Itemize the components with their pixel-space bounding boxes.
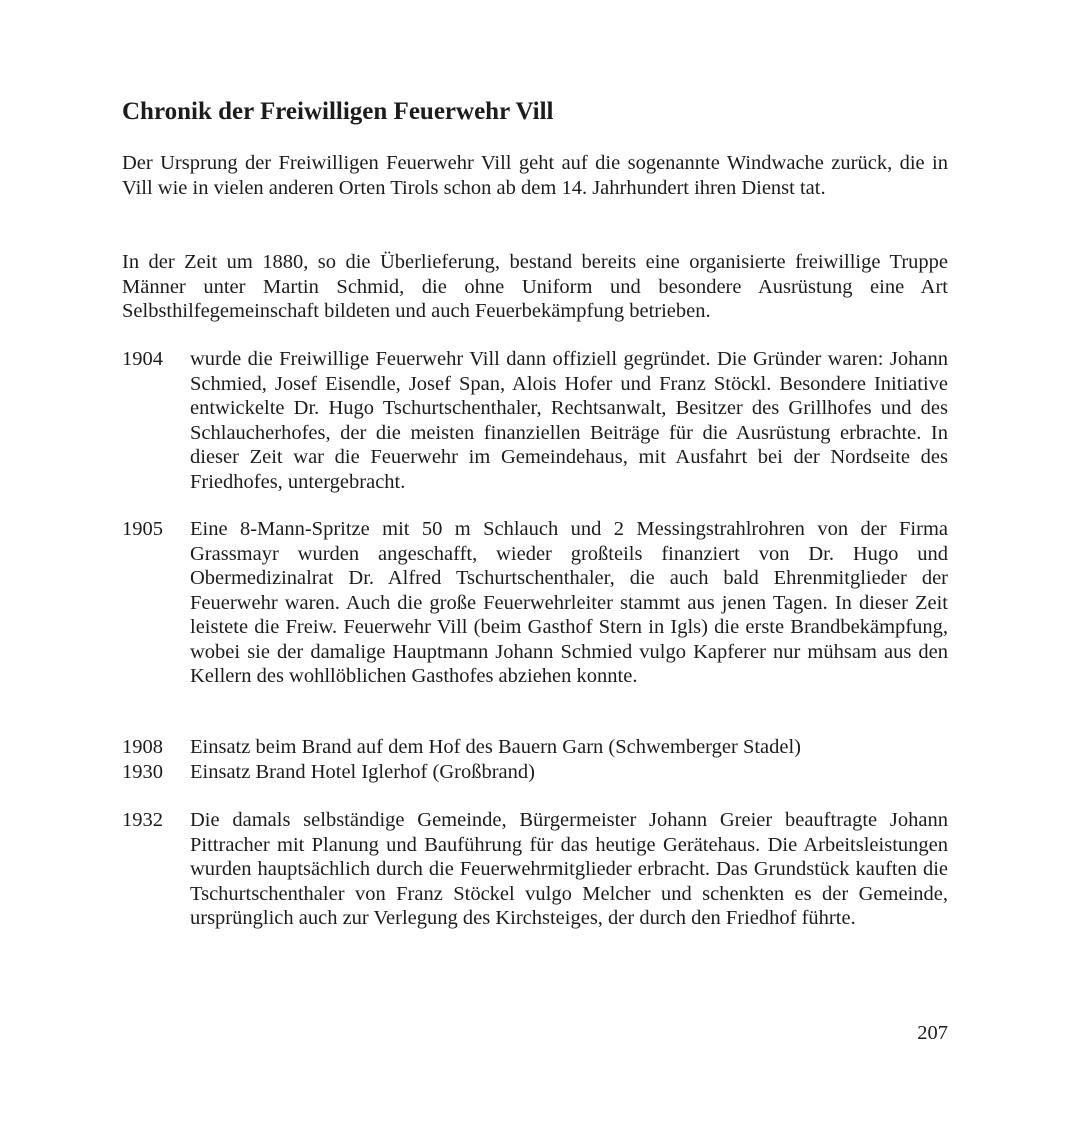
- entry-text: Einsatz beim Brand auf dem Hof des Bauern Garn (Schwemberger Stadel): [190, 736, 802, 758]
- entry-text: Einsatz Brand Hotel Iglerhof (Großbrand): [190, 761, 535, 783]
- intro-paragraph: Der Ursprung der Freiwilligen Feuerwehr Vill geht auf die sogenannte Windwache zurück, die in Vill wie in vielen anderen Orten Tirols schon ab dem 14. Jahrhundert ihren Dienst tat.: [122, 152, 948, 199]
- entry-year: 1905: [122, 518, 163, 540]
- entry-year: 1904: [122, 348, 163, 370]
- chronicle-entry-1932: [122, 808, 948, 931]
- chronicle-entry-1908: [122, 735, 948, 760]
- chronicle-entry-1905: [122, 517, 948, 689]
- history-paragraph: In der Zeit um 1880, so die Überlieferung, bestand bereits eine organisierte freiwillige Truppe Männer unter Martin Schmid, die ohne Uniform und besondere Ausrüstung eine Art Selbsthilfegemeinschaft bildeten und auch Feuerbekämpfung betrieben.: [122, 251, 948, 322]
- entry-text: wurde die Freiwillige Feuerwehr Vill dann offiziell gegründet. Die Gründer waren: Johann Schmied, Josef Eisendle, Josef Span, Alois Hofer und Franz Stöckl. Besondere Initiative entwickelte Dr. Hugo Tschurtschenthaler, Rechtsanwalt, Besitzer des Grillhofes und des Schlaucherhofes, der die meisten finanziellen Beiträge für die Ausrüstung erbrachte. In dieser Zeit war die Feuerwehr im Gemeindehaus, mit Ausfahrt bei der Nordseite des Friedhofes, untergebracht.: [190, 348, 948, 493]
- entry-year: 1932: [122, 809, 163, 831]
- entry-year: 1908: [122, 736, 163, 758]
- entry-text: Eine 8-Mann-Spritze mit 50 m Schlauch und 2 Messingstrahlrohren von der Firma Grassmayr wurden angeschafft, wieder großteils finanziert von Dr. Hugo und Obermedizinalrat Dr. Alfred Tschurtschenthaler, die auch bald Ehrenmitglieder der Feuerwehr waren. Auch die große Feuerwehrleiter stammt aus jenen Tagen. In dieser Zeit leistete die Freiw. Feuerwehr Vill (beim Gasthof Stern in Igls) die erste Brandbekämpfung, wobei sie der damalige Hauptmann Johann Schmied vulgo Kapferer nur mühsam aus den Kellern des wohllöblichen Gasthofes abziehen konnte.: [190, 518, 948, 687]
- page-number: 207: [917, 1022, 948, 1044]
- entry-year: 1930: [122, 761, 163, 783]
- entry-text: Die damals selbständige Gemeinde, Bürgermeister Johann Greier beauftragte Johann Pittracher mit Planung und Bauführung für das heutige Gerätehaus. Die Arbeitsleistungen wurden hauptsächlich durch die Feuerwehrmitglieder erbracht. Das Grundstück kauften die Tschurtschenthaler von Franz Stöckel vulgo Melcher und schenkten es der Gemeinde, ursprünglich auch zur Verlegung des Kirchsteiges, der durch den Friedhof führte.: [190, 809, 948, 929]
- chronicle-entry-1930: [122, 760, 948, 785]
- chronicle-entry-1904: [122, 347, 948, 494]
- page-title: Chronik der Freiwilligen Feuerwehr Vill: [122, 98, 554, 125]
